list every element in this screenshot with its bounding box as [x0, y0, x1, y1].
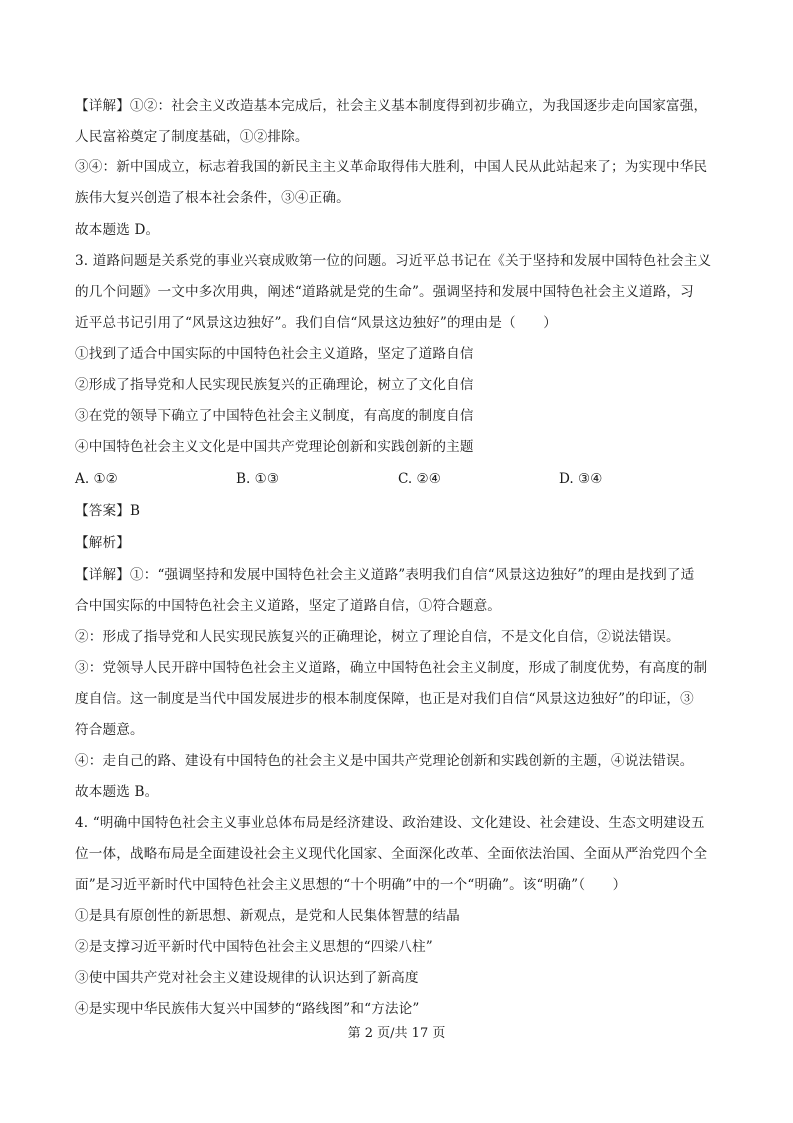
text-line: 近平总书记引用了“风景这边独好”。我们自信“风景这边独好”的理由是（ ） [75, 315, 557, 331]
page-number-footer: 第 2 页/共 17 页 [347, 1026, 446, 1041]
answer-options [75, 470, 725, 488]
statement-2: ②是支撑习近平新时代中国特色社会主义思想的“四梁八柱” [75, 939, 433, 955]
analysis-label: 【解析】 [75, 535, 130, 551]
statement-3: ③在党的领导下确立了中国特色社会主义制度，有高度的制度自信 [75, 408, 474, 424]
text-line: 人民富裕奠定了制度基础，①②排除。 [75, 129, 309, 145]
statement-2: ②形成了指导党和人民实现民族复兴的正确理论，树立了文化自信 [75, 377, 474, 393]
statement-4: ④中国特色社会主义文化是中国共产党理论创新和实践创新的主题 [75, 439, 474, 455]
option-d: D. ③④ [559, 471, 603, 487]
text-line: 合中国实际的中国特色社会主义道路，坚定了道路自信，①符合题意。 [75, 598, 502, 614]
text-line: 的几个问题》一文中多次用典，阐述“道路就是党的生命”。强调坚持和发展中国特色社会主义道路，习 [75, 284, 694, 300]
text-line: ③④：新中国成立，标志着我国的新民主主义革命取得伟大胜利，中国人民从此站起来了；为实现中华民 [75, 159, 708, 175]
text-line: 【详解】①②：社会主义改造基本完成后，社会主义基本制度得到初步确立，为我国逐步走向国家富强， [75, 98, 708, 114]
text-line: ③：党领导人民开辟中国特色社会主义道路，确立中国特色社会主义制度，形成了制度优势，有高度的制 [75, 660, 708, 676]
statement-1: ①是具有原创性的新思想、新观点，是党和人民集体智慧的结晶 [75, 908, 460, 924]
option-b: B. ①③ [236, 471, 280, 487]
text-line: 族伟大复兴创造了根本社会条件，③④正确。 [75, 190, 350, 206]
statement-4: ④是实现中华民族伟大复兴中国梦的“路线图”和“方法论” [75, 1001, 420, 1017]
text-line: 故本题选 B。 [75, 784, 159, 800]
text-line: 面”是习近平新时代中国特色社会主义思想的“十个明确”中的一个“明确”。该“明确”（ ） [75, 877, 627, 893]
text-line: 符合题意。 [75, 722, 144, 738]
text-line: 【详解】①：“强调坚持和发展中国特色社会主义道路”表明我们自信“风景这边独好”的理由是找到了适 [75, 567, 695, 583]
text-line: 度自信。这一制度是当代中国发展进步的根本制度保障，也正是对我们自信“风景这边独好”的印证，③ [75, 691, 694, 707]
answer-label: 【答案】B [75, 503, 141, 519]
question-3-stem: 3. 道路问题是关系党的事业兴衰成败第一位的问题。习近平总书记在《关于坚持和发展中国特色社会主义 [75, 253, 712, 269]
question-4-stem: 4. “明确中国特色社会主义事业总体布局是经济建设、政治建设、文化建设、社会建设、生态文明建设五 [75, 815, 705, 831]
text-line: 位一体，战略布局是全面建设社会主义现代化国家、全面深化改革、全面依法治国、全面从严治党四个全 [75, 846, 708, 862]
option-a: A. ①② [75, 471, 118, 487]
text-line: ②：形成了指导党和人民实现民族复兴的正确理论，树立了理论自信，不是文化自信，②说法错误。 [75, 629, 680, 645]
text-line: ④：走自己的路、建设有中国特色的社会主义是中国共产党理论创新和实践创新的主题，④说法错误。 [75, 753, 694, 769]
statement-3: ③使中国共产党对社会主义建设规律的认识达到了新高度 [75, 970, 419, 986]
statement-1: ①找到了适合中国实际的中国特色社会主义道路，坚定了道路自信 [75, 346, 474, 362]
option-c: C. ②④ [398, 471, 441, 487]
text-line: 故本题选 D。 [75, 222, 160, 238]
